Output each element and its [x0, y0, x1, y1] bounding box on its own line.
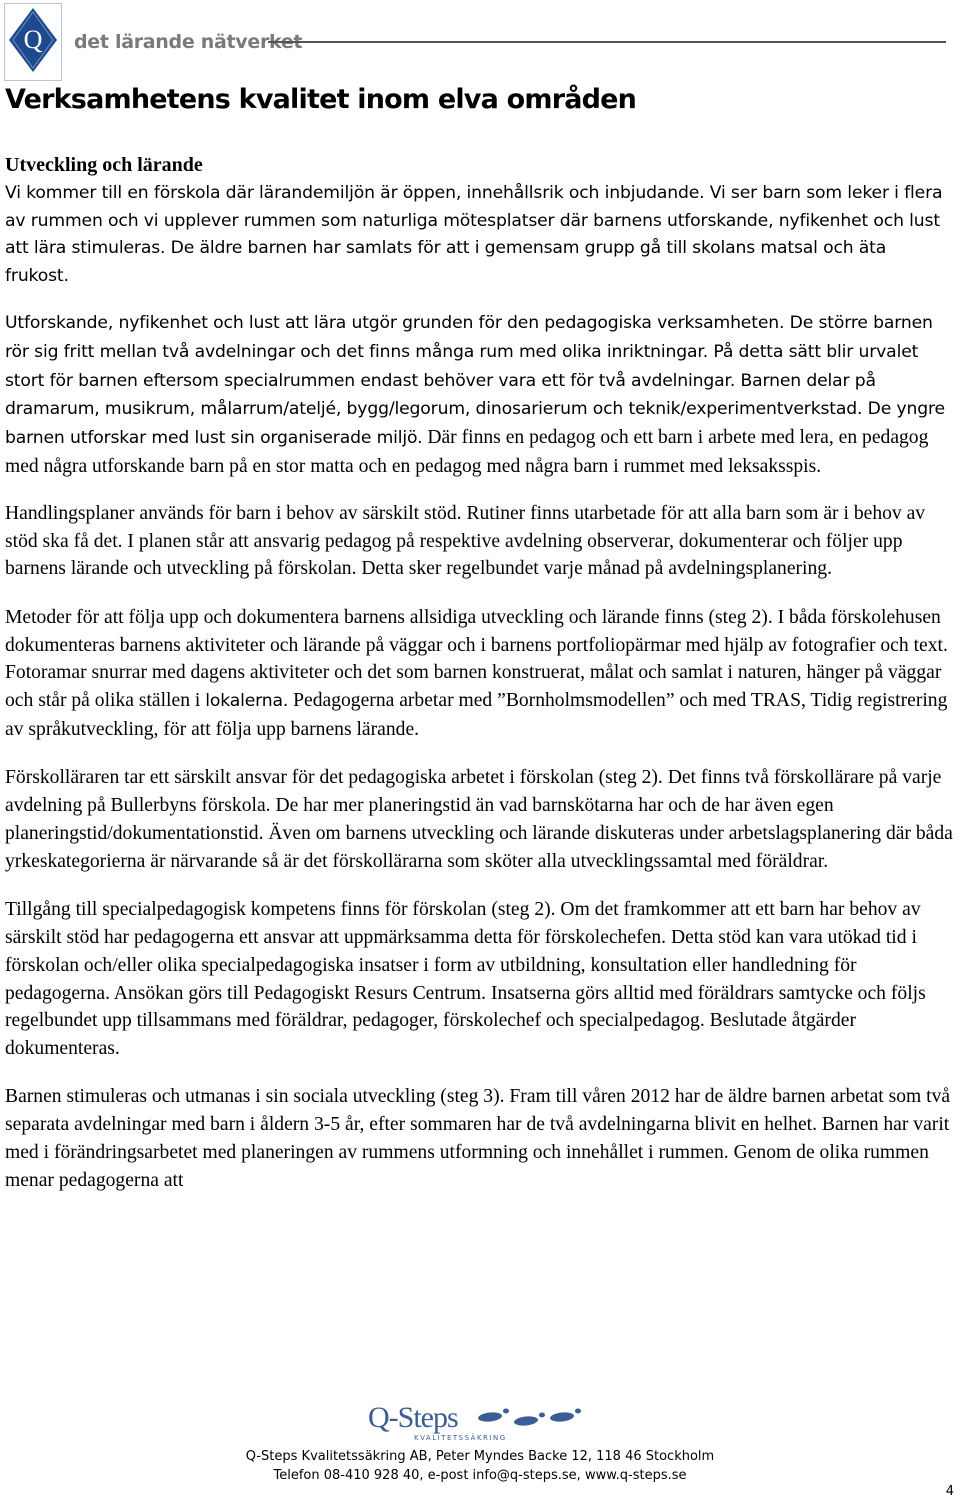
paragraph-3: Handlingsplaner används för barn i behov av särskilt stöd. Rutiner finns utarbetade för att alla barn som är i behov av stöd ska få det. I planen står att ansvarig pedagog på respektive avdelning observerar, dokumenterar och följer upp barnens lärande och utveckling på förskolan. Detta sker regelbundet varje månad på avdelningsplanering.: [5, 502, 926, 580]
document-body: [5, 82, 955, 1215]
paragraph-4-a: Metoder för att följa upp och dokumentera barnens allsidiga utveckling och lärande finns (steg 2). I båda förskolehusen dokumenteras barnens aktiviteter och lärande på väggar och i barnens portfoliopärmar med hjälp av fotografier och text. Fotoramar snurrar med dagens aktiviteter och det som barnen konstruerat, målat och samlat i naturen, hänger på väggar och står på olika ställen i: [5, 606, 948, 712]
footer-logo-name: Q-Steps: [368, 1401, 458, 1434]
paragraph-5: Förskolläraren tar ett särskilt ansvar för det pedagogiska arbetet i förskolan (steg 2). Det finns två förskollärare på varje avdelning på Bullerbyns förskola. De har mer planeringstid än vad barnskötarna har och de har även egen planeringstid/dokumentationstid. Även om barnens utveckling och lärande diskuteras under arbetslagsplanering där båda yrkeskategorierna är närvarande så är det förskollärarna som sköter alla utvecklingssamtal med föräldrar.: [5, 767, 953, 872]
page-header: [0, 0, 960, 80]
paragraph-4-c: Pedagogerna arbetar med ”Bornholmsmodellen” och med TRAS, Tidig registrering av språkutveckling, för att följa upp barnens lärande.: [5, 690, 948, 740]
logo-letter: Q: [23, 25, 43, 54]
footer-logo: [366, 1399, 596, 1443]
paragraph-1: Vi kommer till en förskola där lärandemiljön är öppen, innehållsrik och inbjudande. Vi ser barn som leker i flera av rummen och vi upplever rummen som naturliga mötesplatser där barnens utforskande, nyfikenhet och lust att lära stimuleras. De äldre barnen har samlats för att i gemensam grupp gå till skolans matsal och äta frukost.: [5, 182, 943, 287]
diamond-logo-icon: [5, 4, 61, 80]
header-rule: [268, 41, 946, 43]
footprints-icon: [478, 1409, 581, 1427]
paragraph-2: [5, 309, 955, 481]
paragraph-2-sans: Utforskande, nyfikenhet och lust att lära utgör grunden för den pedagogiska verksamheten. De större barnen rör sig fritt mellan två avdelningar och det finns många rum med olika inriktningar. På detta sätt blir urvalet stort för barnen eftersom specialrummen endast behöver vara ett för två avdelningar. Barnen delar på dramarum, musikrum, målarrum/ateljé, bygg/legorum, dinosarierum och teknik/experimentverkstad. De yngre barnen utforskar med lust sin organiserade miljö.: [5, 312, 945, 449]
footer-contact: Telefon 08-410 928 40, e-post info@q-steps.se, www.q-steps.se: [273, 1468, 687, 1483]
paragraph-6: Tillgång till specialpedagogisk kompetens finns för förskolan (steg 2). Om det framkommer att ett barn har behov av särskilt stöd har pedagogerna ett ansvar att uppmärksamma detta för förskolechefen. Detta stöd kan vara utökad tid i förskolan och/eller olika specialpedagogiska insatser i form av utbildning, konsultation eller handledning för pedagogerna. Ansökan görs till Pedagogiskt Resurs Centrum. Insatserna görs alltid med föräldrars samtycke och följs regelbundet upp tillsammans med föräldrar, pedagoger, förskolechef och specialpedagog. Beslutade åtgärder dokumenteras.: [5, 899, 926, 1060]
paragraph-7: Barnen stimuleras och utmanas i sin sociala utveckling (steg 3). Fram till våren 2012 har de äldre barnen arbetat som två separata avdelningar med barn i åldern 3-5 år, efter sommaren har de två avdelningarna blivit en helhet. Barnen har varit med i förändringsarbetet med planeringen av rummens utformning och innehållet i rummen. Genom de olika rummen menar pedagogerna att: [5, 1086, 951, 1191]
page-number: 4: [945, 1484, 954, 1499]
section-heading: Utveckling och lärande: [5, 154, 203, 176]
page-title: Verksamhetens kvalitet inom elva områden: [5, 84, 637, 115]
paragraph-4: [5, 604, 955, 744]
footer-logo-sub: KVALITETSSÄKRING: [414, 1434, 507, 1442]
paragraph-2-serif: Där finns en pedagog och ett barn i arbete med lera, en pedagog med några utforskande barn på en stor matta och en pedagog med några barn i rummet med leksaksspis.: [5, 427, 929, 477]
paragraph-4-b: lokalerna.: [205, 691, 289, 712]
qsteps-logo-icon: [366, 1399, 596, 1443]
brand-name: det lärande nätverket: [74, 31, 303, 53]
footer-address: Q-Steps Kvalitetssäkring AB, Peter Myndes Backe 12, 118 46 Stockholm: [245, 1449, 715, 1464]
logo: [4, 3, 62, 81]
